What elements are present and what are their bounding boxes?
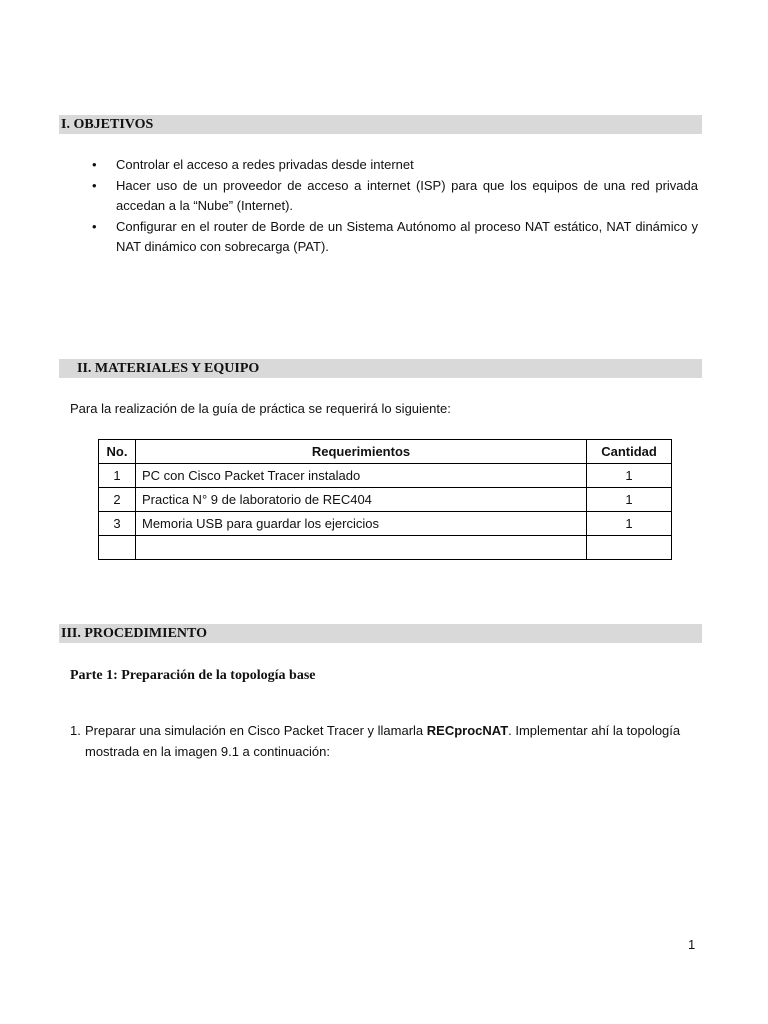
objective-text: Hacer uso de un proveedor de acceso a internet (ISP) para que los equipos de una red privada accedan a la “Nube” (Internet). [116, 177, 698, 213]
cell-no: 2 [99, 488, 136, 512]
section-header-procedure: III. PROCEDIMIENTO [59, 624, 702, 643]
bullet-icon: • [92, 157, 97, 172]
cell-no: 3 [99, 512, 136, 536]
objective-text: Configurar en el router de Borde de un Sistema Autónomo al proceso NAT estático, NAT dinámico y NAT dinámico con sobrecarga (PAT). [116, 218, 698, 254]
bullet-icon: • [92, 218, 97, 234]
cell-quantity: 1 [587, 464, 672, 488]
step-number: 1. [70, 723, 81, 738]
step-text [70, 721, 690, 762]
requirements-table [98, 439, 672, 560]
step-text-after: . Implementar ahí la topología mostrada en la imagen 9.1 a continuación: [85, 723, 681, 759]
list-item [92, 176, 698, 217]
table-row [99, 464, 672, 488]
column-header-no: No. [99, 440, 136, 464]
cell-quantity [587, 536, 672, 560]
cell-requirement: PC con Cisco Packet Tracer instalado [135, 464, 586, 488]
list-item [92, 155, 698, 176]
cell-requirement: Practica N° 9 de laboratorio de REC404 [135, 488, 586, 512]
cell-quantity: 1 [587, 488, 672, 512]
materials-intro: Para la realización de la guía de práctica se requerirá lo siguiente: [70, 401, 451, 416]
simulation-name: RECprocNAT [426, 723, 509, 738]
bullet-icon: • [92, 177, 97, 193]
section-header-objectives: I. OBJETIVOS [59, 115, 702, 134]
cell-no: 1 [99, 464, 136, 488]
column-header-quantity: Cantidad [587, 440, 672, 464]
cell-no [99, 536, 136, 560]
column-header-requirements: Requerimientos [135, 440, 586, 464]
table-row [99, 512, 672, 536]
part-title: Parte 1: Preparación de la topología base [70, 668, 316, 683]
cell-requirement [135, 536, 586, 560]
objective-text: Controlar el acceso a redes privadas desde internet [116, 157, 414, 172]
list-item [92, 217, 698, 258]
cell-quantity: 1 [587, 512, 672, 536]
procedure-step-1 [70, 721, 690, 762]
page-number: 1 [688, 937, 696, 952]
table-row [99, 536, 672, 560]
table-header-row [99, 440, 672, 464]
table-row [99, 488, 672, 512]
step-text-before: Preparar una simulación en Cisco Packet Tracer y llamarla [85, 723, 427, 738]
section-header-materials: II. MATERIALES Y EQUIPO [59, 359, 702, 378]
objectives-list [92, 155, 698, 258]
cell-requirement: Memoria USB para guardar los ejercicios [135, 512, 586, 536]
